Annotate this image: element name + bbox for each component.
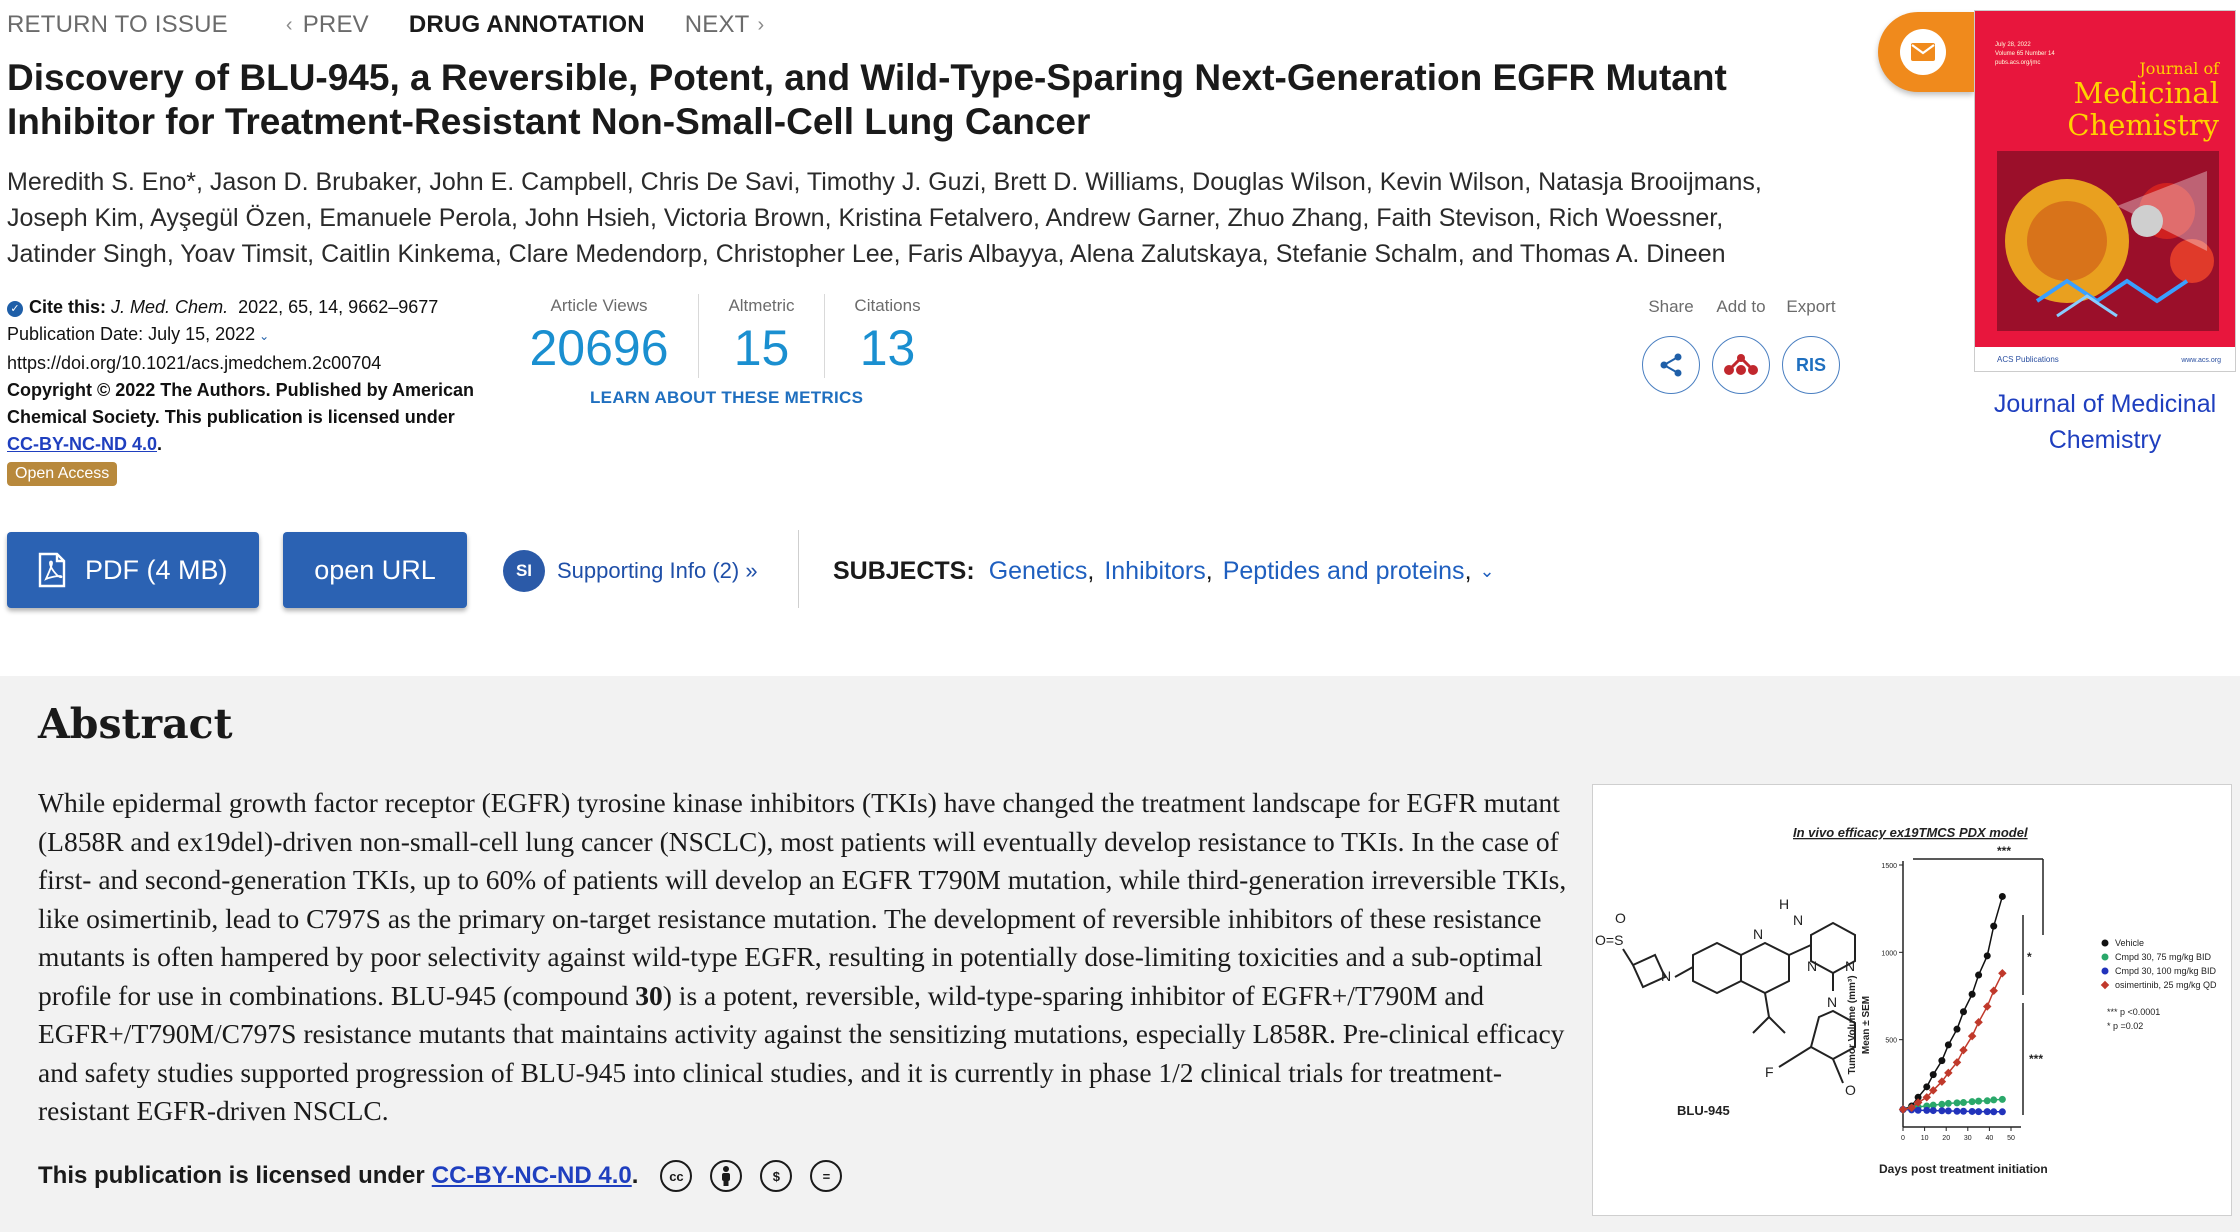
abstract-text: While epidermal growth factor receptor (EGFR) tyrosine kinase inhibitors (TKIs) have changed the treatment landscape for EGFR mutant (L858R and ex19del)-driven non-small-cell lung cancer (NSCLC), most patients will eventually develop resistance to TKIs. In the case of first- and second-generation TKIs, up to 60% of patients will develop an EGFR T790M mutation, while third-generation irreversible TKIs, like osimertinib, lead to C797S as the primary on-target resistance mutation. The development of reversible inhibitors of these resistance mutants is often hampered by poor selectivity against wild-type EGFR, resulting in potentially dose-limiting toxicities and a sub-optimal profile for use in combinations. BLU-945 (compound 30) is a potent, reversible, wild-type-sparing inhibitor of EGFR+/T790M and EGFR+/T790M/C797S resistance mutants that maintains activity against the sensitizing mutations, especially L858R. Pre-clinical efficacy and safety studies supported progression of BLU-945 into clinical studies, and it is currently in phase 1/2 clinical trials for treatment-resistant EGFR-driven NSCLC. (38, 787, 1567, 1126)
article-tools (1636, 294, 1846, 394)
pdf-download-button[interactable] (7, 532, 259, 608)
legend-entry: Cmpd 30, 75 mg/kg BID (2115, 952, 2212, 962)
data-point (1975, 1098, 1982, 1105)
svg-text:O=S: O=S (1595, 932, 1624, 948)
chart-title: In vivo efficacy ex19TMCS PDX model (1793, 825, 2028, 840)
learn-metrics-link[interactable]: LEARN ABOUT THESE METRICS (590, 388, 864, 407)
license-link[interactable]: CC-BY-NC-ND 4.0 (431, 1162, 632, 1189)
chevron-down-icon[interactable]: ⌄ (1479, 561, 1495, 581)
subjects-bar: SUBJECTS: Genetics , Inhibitors , Peptides and proteins , ⌄ (833, 557, 1495, 585)
x-tick-label: 40 (1985, 1135, 1994, 1142)
svg-text:F: F (1765, 1064, 1774, 1080)
divider (798, 530, 799, 608)
copyright-line: Chemical Society. This publication is licensed under (7, 407, 455, 427)
data-point (1984, 1097, 1991, 1104)
author-line[interactable]: Meredith S. Eno*, Jason D. Brubaker, John E. Campbell, Chris De Savi, Timothy J. Guzi, Brett D. Williams, Douglas Wilson, Kevin Wilson, Natasja Brooijmans, (7, 168, 1762, 196)
subjects-label: SUBJECTS: (833, 557, 975, 585)
share-button[interactable] (1642, 336, 1700, 394)
y-axis-label (1847, 975, 1872, 1074)
share-label: Share (1648, 297, 1694, 316)
data-point (1945, 1100, 1952, 1107)
svg-text:N: N (1827, 994, 1838, 1010)
data-point (1923, 1083, 1930, 1090)
data-point (1990, 1096, 1997, 1103)
license-prefix: This publication is licensed under (38, 1162, 425, 1189)
data-point (1969, 1108, 1976, 1115)
mendeley-icon (1723, 352, 1759, 378)
add-to-mendeley-button[interactable] (1712, 336, 1770, 394)
pdf-button-label: PDF (4 MB) (85, 554, 228, 585)
molecule-structure (1595, 896, 1856, 1098)
legend-entry: Cmpd 30, 100 mg/kg BID (2115, 966, 2217, 976)
abstract-heading: Abstract (38, 700, 233, 748)
data-point (1969, 1098, 1976, 1105)
cc-icons (660, 1160, 860, 1192)
open-access-badge: Open Access (7, 462, 117, 486)
journal-abbrev: J. Med. Chem. (111, 297, 229, 317)
publication-date: Publication Date: July 15, 2022 (7, 324, 256, 344)
data-point (1954, 1026, 1961, 1033)
data-point (1938, 1057, 1945, 1064)
author-list (7, 164, 1787, 272)
journal-cover[interactable] (1974, 10, 2236, 372)
data-point (1923, 1107, 1930, 1114)
cover-publisher: ACS Publications (1997, 355, 2059, 364)
abstract-license: This publication is licensed under CC-BY-NC-ND 4.0 . cc $ = (38, 1160, 860, 1192)
metric-label: Citations (854, 296, 921, 315)
metric-value[interactable]: 13 (859, 320, 916, 376)
metric-label: Altmetric (728, 296, 795, 315)
chevron-left-icon: ‹ (285, 13, 293, 36)
cover-title-large: Medicinal Chemistry (2067, 76, 2219, 142)
svg-text:Mean ± SEM: Mean ± SEM (1861, 995, 1872, 1055)
svg-text:N: N (1753, 926, 1764, 942)
data-point (1975, 1108, 1982, 1115)
data-point (1983, 1002, 1991, 1010)
subject-link[interactable]: Genetics (988, 557, 1088, 585)
volume-info: 2022, 65, 14, 9662–9677 (238, 297, 439, 317)
metric-label: Article Views (550, 296, 648, 315)
prev-link[interactable]: PREV (302, 11, 369, 38)
legend-entry: Vehicle (2115, 938, 2145, 948)
x-tick-label: 10 (1920, 1135, 1929, 1142)
legend-marker (2102, 968, 2109, 975)
cover-title-small: Journal of (2139, 59, 2219, 78)
toc-graphic[interactable] (1592, 784, 2232, 1216)
pvalue-note: *** p <0.0001 (2107, 1007, 2161, 1017)
toc-graphic-svg (1593, 785, 2233, 1217)
data-point (1930, 1071, 1937, 1078)
data-point (1999, 1108, 2006, 1115)
drug-annotation-tab[interactable]: DRUG ANNOTATION (408, 11, 645, 38)
svg-text:Tumor Volume (mm³): Tumor Volume (mm³) (1847, 975, 1858, 1075)
si-badge-icon: SI (503, 550, 545, 592)
data-point (1975, 972, 1982, 979)
article-metrics (522, 294, 950, 378)
doi-link[interactable]: https://doi.org/10.1021/acs.jmedchem.2c00704 (7, 353, 382, 373)
chevron-down-icon[interactable]: ⌄ (259, 329, 270, 343)
data-point (1899, 1105, 1907, 1113)
cc-by-icon (710, 1160, 742, 1192)
data-point (1954, 1108, 1961, 1115)
share-tool (1636, 294, 1706, 394)
x-tick-label: 0 (1901, 1135, 1905, 1142)
chart-series (1899, 893, 2007, 1115)
data-point (1999, 1096, 2006, 1103)
data-point (1999, 893, 2006, 900)
metric-value: 20696 (529, 320, 669, 376)
cc-nd-icon: = (810, 1160, 842, 1192)
open-url-button[interactable]: open URL (283, 532, 467, 608)
data-point (1984, 952, 1991, 959)
chart-legend (2101, 938, 2217, 1031)
article-title: Discovery of BLU-945, a Reversible, Potent, and Wild-Type-Sparing Next-Generation EGFR Mutant Inhibitor for Treatment-Resistant Non-Small-Cell Lung Cancer (7, 57, 1727, 142)
svg-text:H: H (1779, 896, 1790, 912)
data-point (1990, 1108, 1997, 1115)
x-tick-label: 20 (1942, 1135, 1951, 1142)
data-point (1938, 1107, 1945, 1114)
x-axis-label: Days post treatment initiation (1879, 1162, 2048, 1176)
subject-link[interactable]: Inhibitors (1104, 557, 1206, 585)
subject-link[interactable]: Peptides and proteins (1222, 557, 1465, 585)
y-tick-label: 500 (1885, 1037, 1897, 1045)
envelope-icon-wrap (1900, 29, 1946, 75)
data-point (1960, 1108, 1967, 1115)
metric-views (522, 294, 698, 378)
metric-value[interactable]: 15 (733, 320, 790, 376)
data-point (1938, 1101, 1945, 1108)
license-link[interactable]: CC-BY-NC-ND 4.0 (7, 434, 158, 454)
chevron-right-icon: › (757, 13, 765, 36)
data-point (1989, 987, 1997, 995)
data-point (1960, 1008, 1967, 1015)
metric-citations[interactable] (824, 294, 950, 378)
email-alert-button[interactable] (1878, 12, 1974, 92)
data-point (1969, 991, 1976, 998)
x-tick-label: 30 (1963, 1135, 1972, 1142)
compound-label: BLU-945 (1677, 1103, 1730, 1118)
copyright-line: Copyright © 2022 The Authors. Published by American (7, 380, 475, 400)
export-tool (1776, 294, 1846, 394)
cover-artwork (1997, 151, 2219, 331)
data-point (1945, 1041, 1952, 1048)
cover-issue-info: July 28, 2022 Volume 65 Number 14 pubs.acs.org/jmc (1995, 42, 2055, 66)
export-label: Export (1786, 297, 1836, 316)
data-point (1930, 1107, 1937, 1114)
sig-label: *** (1997, 844, 2012, 858)
data-point (1974, 1018, 1982, 1026)
add-to-label: Add to (1716, 297, 1766, 316)
export-ris-button[interactable]: RIS (1782, 336, 1840, 394)
data-point (1984, 1108, 1991, 1115)
share-icon (1656, 350, 1686, 380)
data-point (1968, 1032, 1976, 1040)
svg-text:O: O (1615, 910, 1626, 926)
compound-number: 30 (635, 979, 663, 1011)
metric-altmetric[interactable] (698, 294, 824, 378)
data-point (1998, 969, 2006, 977)
svg-text:N: N (1807, 958, 1818, 974)
author-line[interactable]: Jatinder Singh, Yoav Timsit, Caitlin Kinkema, Clare Medendorp, Christopher Lee, Faris Albayya, Alena Zalutskaya, Stefanie Schalm, and Thomas A. Dineen (7, 240, 1726, 268)
cite-label[interactable]: Cite this: (29, 297, 107, 317)
citation-block: ✓ Cite this: J. Med. Chem. 2022, 65, 14, 9662–9677 Publication Date: July 15, 2022 ⌄ https://doi.org/10.1021/acs.jmedchem.2c00704 Copyright © 2022 The Authors. Published by American Chemical Society. This publication is licensed under CC-BY-NC-ND 4.0. Open Access (7, 294, 507, 486)
cc-nc-icon: $ (760, 1160, 792, 1192)
top-nav (7, 8, 764, 42)
sig-label: *** (2029, 1052, 2044, 1066)
svg-text:N: N (1845, 958, 1856, 974)
x-tick-label: 50 (2007, 1135, 2015, 1142)
next-link[interactable]: NEXT (684, 11, 750, 38)
sig-label: * (2027, 950, 2032, 964)
data-point (1945, 1107, 1952, 1114)
pdf-file-icon (37, 552, 67, 588)
verified-check-icon: ✓ (7, 301, 23, 317)
data-point (1960, 1099, 1967, 1106)
author-line[interactable]: Joseph Kim, Ayşegül Özen, Emanuele Perola, John Hsieh, Victoria Brown, Kristina Fetalvero, Andrew Garner, Zhuo Zhang, Faith Stevison, Rich Woessner, (7, 204, 1724, 232)
legend-entry: osimertinib, 25 mg/kg QD (2115, 980, 2217, 990)
supporting-info-label: Supporting Info (2) » (557, 558, 758, 583)
journal-name-link[interactable]: Journal of Medicinal Chemistry (1993, 390, 2217, 454)
add-to-tool (1706, 294, 1776, 394)
cc-icon: cc (660, 1160, 692, 1192)
legend-marker (2101, 981, 2109, 989)
pvalue-note: * p =0.02 (2107, 1021, 2144, 1031)
data-point (1990, 923, 1997, 930)
y-tick-label: 1500 (1881, 863, 1897, 870)
return-to-issue-link[interactable]: RETURN TO ISSUE (7, 11, 228, 38)
series-line (1903, 973, 2002, 1109)
legend-marker (2102, 954, 2109, 961)
data-point (1959, 1046, 1967, 1054)
svg-text:O: O (1845, 1082, 1856, 1098)
data-point (1954, 1099, 1961, 1106)
svg-text:N: N (1793, 912, 1804, 928)
legend-marker (2102, 940, 2109, 947)
cover-web: www.acs.org (2181, 357, 2221, 364)
supporting-info-link[interactable] (503, 550, 758, 592)
y-tick-label: 1000 (1881, 950, 1897, 958)
svg-text:N: N (1661, 968, 1672, 984)
envelope-icon (1910, 42, 1936, 62)
